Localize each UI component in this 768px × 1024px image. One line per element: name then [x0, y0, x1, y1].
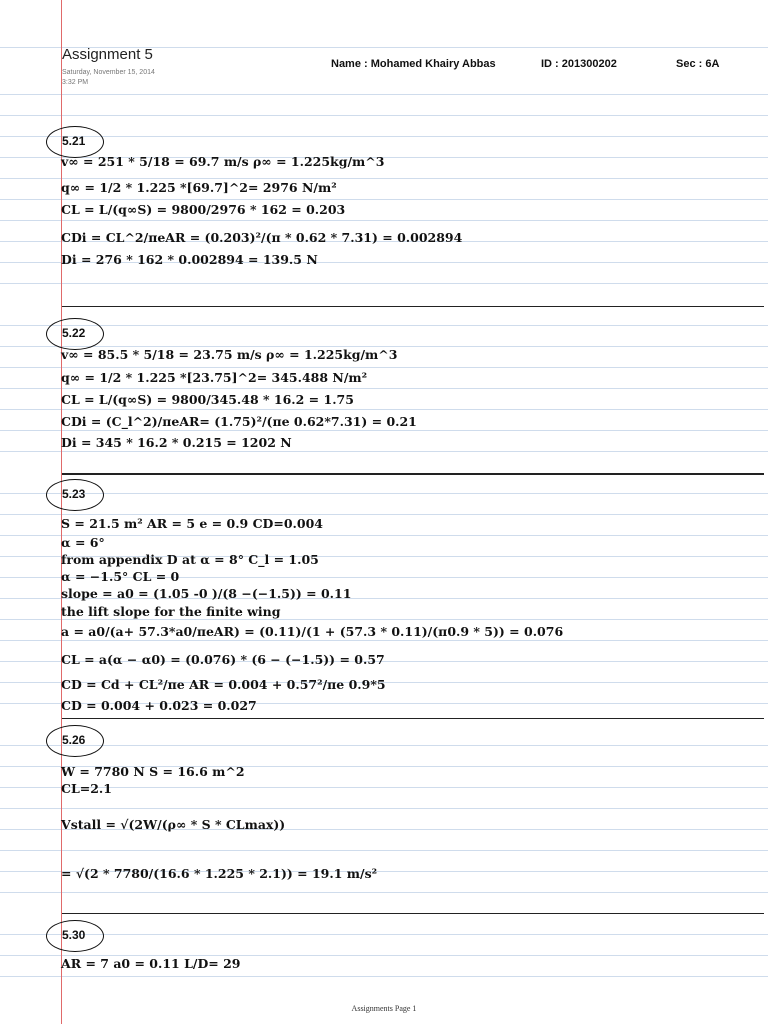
problem-number: 5.30 — [62, 928, 86, 942]
equation-line: Vstall = √(2W/(ρ∞ * S * CLmax)) — [61, 817, 286, 832]
section-divider — [62, 718, 764, 719]
student-id: ID : 201300202 — [541, 58, 617, 70]
equation-line: q∞ = 1/2 * 1.225 *[69.7]^2= 2976 N/m² — [61, 180, 337, 195]
section-divider — [62, 913, 764, 914]
equation-line: CL = L/(q∞S) = 9800/2976 * 162 = 0.203 — [61, 202, 346, 217]
section: Sec : 6A — [676, 58, 720, 70]
problem-number: 5.23 — [62, 487, 86, 501]
equation-line: CL = a(α − α0) = (0.076) * (6 − (−1.5)) = 0.57 — [61, 652, 385, 667]
equation-line: α = −1.5° CL = 0 — [61, 569, 180, 584]
page-title: Assignment 5 — [62, 46, 153, 63]
student-name: Name : Mohamed Khairy Abbas — [331, 58, 496, 70]
equation-line: CL=2.1 — [61, 781, 112, 796]
problem-number: 5.21 — [62, 134, 86, 148]
equation-line: CD = Cd + CL²/πe AR = 0.004 + 0.57²/πe 0.9*5 — [61, 677, 386, 692]
equation-line: a = a0/(a+ 57.3*a0/πeAR) = (0.11)/(1 + (57.3 * 0.11)/(π0.9 * 5)) = 0.076 — [61, 624, 564, 639]
problem-number: 5.26 — [62, 733, 86, 747]
equation-line: v∞ = 85.5 * 5/18 = 23.75 m/s ρ∞ = 1.225kg/m^3 — [61, 347, 398, 362]
equation-line: α = 6° — [61, 535, 105, 550]
equation-line: CD = 0.004 + 0.023 = 0.027 — [61, 698, 257, 713]
equation-line: CDi = CL^2/πeAR = (0.203)²/(π * 0.62 * 7.31) = 0.002894 — [61, 230, 463, 245]
equation-line: slope = a0 = (1.05 -0 )/(8 −(−1.5)) = 0.11 — [61, 586, 352, 601]
equation-line: W = 7780 N S = 16.6 m^2 — [61, 764, 245, 779]
equation-line: from appendix D at α = 8° C_l = 1.05 — [61, 552, 319, 567]
equation-line: CL = L/(q∞S) = 9800/345.48 * 16.2 = 1.75 — [61, 392, 354, 407]
problem-number: 5.22 — [62, 326, 86, 340]
section-divider — [62, 306, 764, 307]
equation-line: S = 21.5 m² AR = 5 e = 0.9 CD=0.004 — [61, 516, 323, 531]
page-date — [62, 68, 155, 88]
equation-line: q∞ = 1/2 * 1.225 *[23.75]^2= 345.488 N/m² — [61, 370, 368, 385]
date-text: Saturday, November 15, 2014 — [62, 69, 155, 76]
equation-line: CDi = (C_l^2)/πeAR= (1.75)²/(πe 0.62*7.31) = 0.21 — [61, 414, 417, 429]
page-footer: Assignments Page 1 — [351, 1004, 417, 1013]
time-text: 3:32 PM — [62, 79, 89, 86]
equation-line: Di = 276 * 162 * 0.002894 = 139.5 N — [61, 252, 318, 267]
equation-line: the lift slope for the finite wing — [61, 604, 281, 619]
equation-line: v∞ = 251 * 5/18 = 69.7 m/s ρ∞ = 1.225kg/m^3 — [61, 154, 385, 169]
equation-line: AR = 7 a0 = 0.11 L/D= 29 — [61, 956, 241, 971]
equation-line: Di = 345 * 16.2 * 0.215 = 1202 N — [61, 435, 292, 450]
equation-line: = √(2 * 7780/(16.6 * 1.225 * 2.1)) = 19.1 m/s² — [61, 866, 378, 881]
section-divider — [62, 473, 764, 475]
